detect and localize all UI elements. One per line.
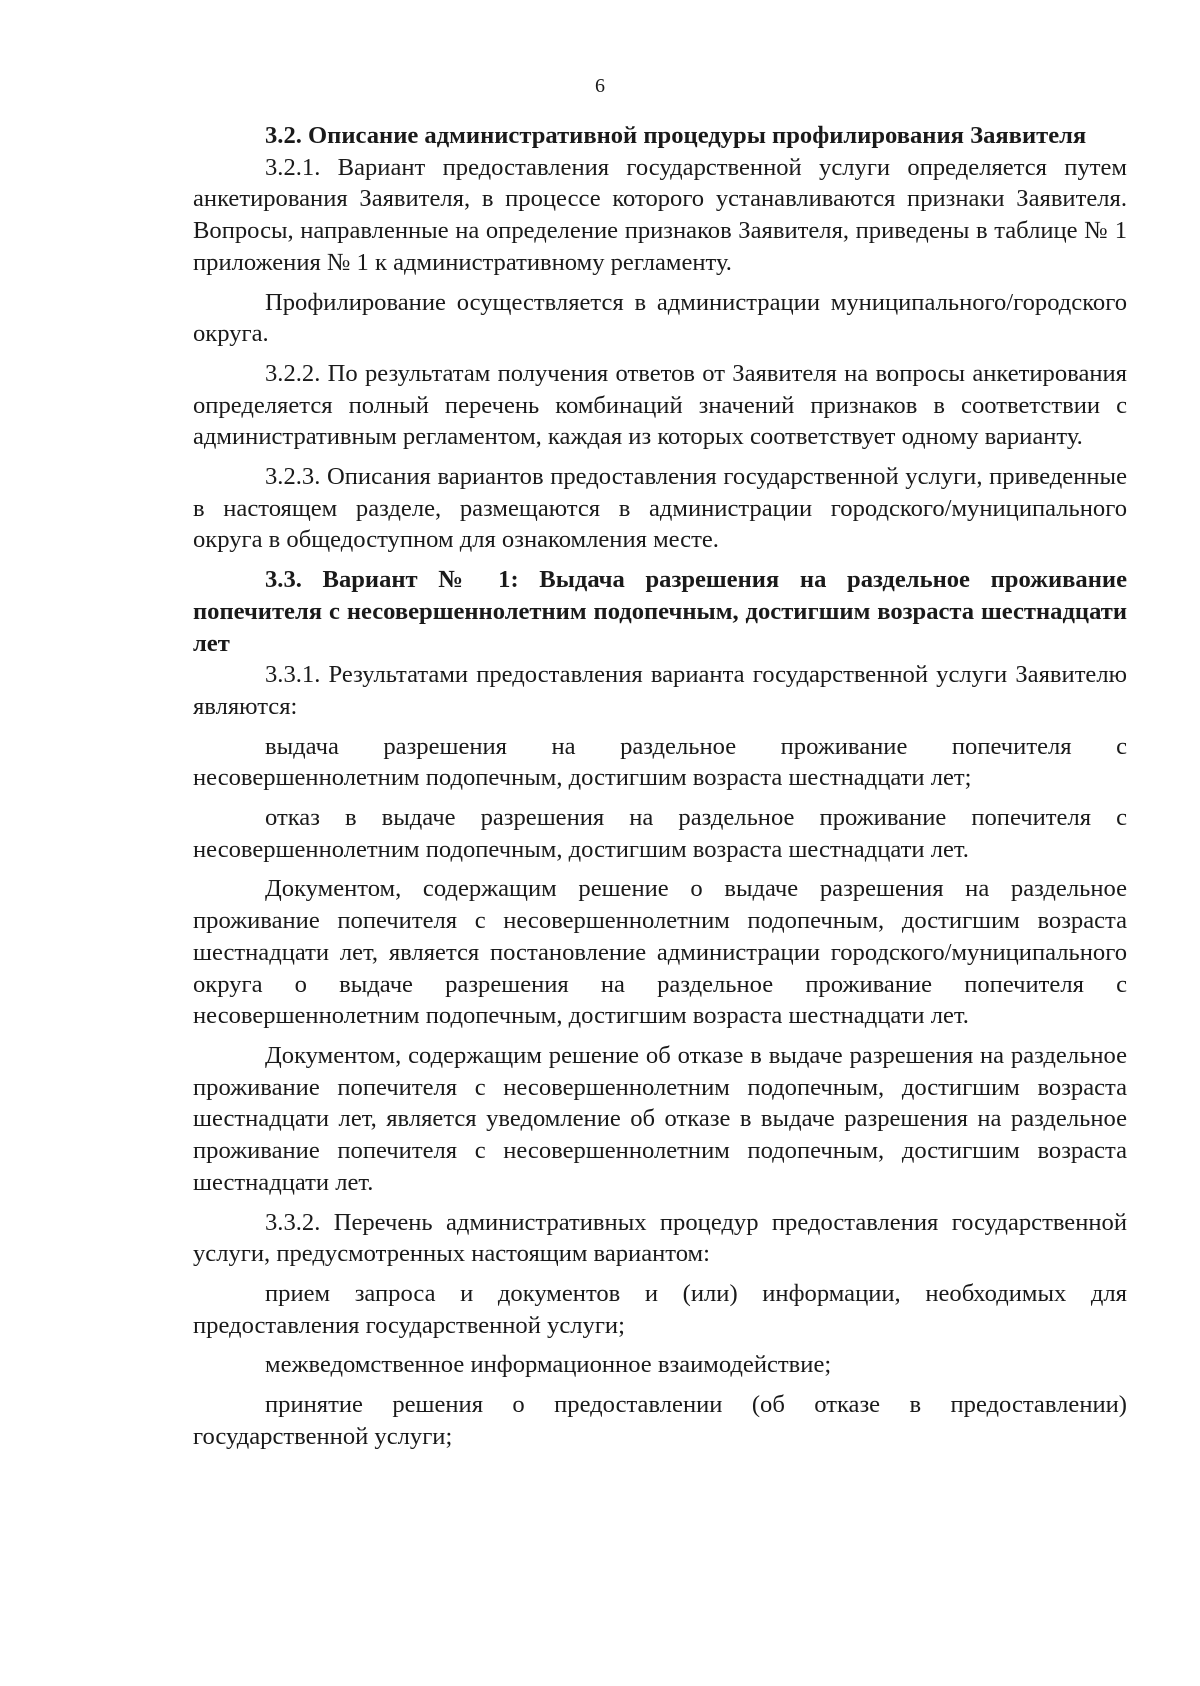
list-item-procedure-interagency: межведомственное информационное взаимодействие; <box>265 1351 832 1379</box>
list-item-procedure-decision: принятие решения о предоставлении (об отказе в предоставлении) государственной услуги; <box>193 1391 1127 1450</box>
paragraph-3-3-2: 3.3.2. Перечень административных процедур предоставления государственной услуги, предусмотренных настоящим вариантом: <box>193 1208 1127 1268</box>
section-heading-3-2: 3.2. Описание административной процедуры профилирования Заявителя <box>265 122 1087 149</box>
paragraph-document-decision-refusal: Документом, содержащим решение об отказе в выдаче разрешения на раздельное проживание попечителя с несовершеннолетним подопечным, достигшим возраста шестнадцати лет, является уведомление об отказе в выдаче разрешения на раздельное проживание попечителя с несовершеннолетним подопечным, достигшим возраста шестнадцати лет. <box>193 1041 1127 1196</box>
list-item-procedure-reception: прием запроса и документов и (или) информации, необходимых для предоставления государственной услуги; <box>193 1279 1127 1339</box>
paragraph-3-2-2: 3.2.2. По результатам получения ответов от Заявителя на вопросы анкетирования определяется полный перечень комбинаций значений признаков в соответствии с административным регламентом, каждая из которых соответствует одному варианту. <box>193 359 1127 451</box>
document-body <box>193 120 1127 1452</box>
paragraph-profiling: Профилирование осуществляется в администрации муниципального/городского округа. <box>193 288 1127 348</box>
paragraph-3-2-1: 3.2.1. Вариант предоставления государственной услуги определяется путем анкетирования Заявителя, в процессе которого устанавливаются признаки Заявителя. Вопросы, направленные на определение признаков Заявителя, приведены в таблице № 1 приложения № 1 к административному регламенту. <box>193 153 1127 276</box>
section-heading-3-3: 3.3. Вариант № 1: Выдача разрешения на раздельное проживание попечителя с несовершеннолетним подопечным, достигшим возраста шестнадцати лет <box>193 566 1127 657</box>
page-number: 6 <box>595 75 605 97</box>
paragraph-3-3-1: 3.3.1. Результатами предоставления варианта государственной услуги Заявителю являются: <box>193 661 1127 720</box>
list-item-result-refusal: отказ в выдаче разрешения на раздельное проживание попечителя с несовершеннолетним подопечным, достигшим возраста шестнадцати лет. <box>193 804 1127 863</box>
paragraph-document-decision-issue: Документом, содержащим решение о выдаче разрешения на раздельное проживание попечителя с несовершеннолетним подопечным, достигшим возраста шестнадцати лет, является постановление администрации городского/муниципального округа о выдаче разрешения на раздельное проживание попечителя с несовершеннолетним подопечным, достигшим возраста шестнадцати лет. <box>193 875 1127 1030</box>
list-item-result-issue: выдача разрешения на раздельное проживание попечителя с несовершеннолетним подопечным, достигшим возраста шестнадцати лет; <box>193 732 1127 792</box>
paragraph-3-2-3: 3.2.3. Описания вариантов предоставления государственной услуги, приведенные в настоящем разделе, размещаются в администрации городского/муниципального округа в общедоступном для ознакомления месте. <box>193 463 1127 554</box>
